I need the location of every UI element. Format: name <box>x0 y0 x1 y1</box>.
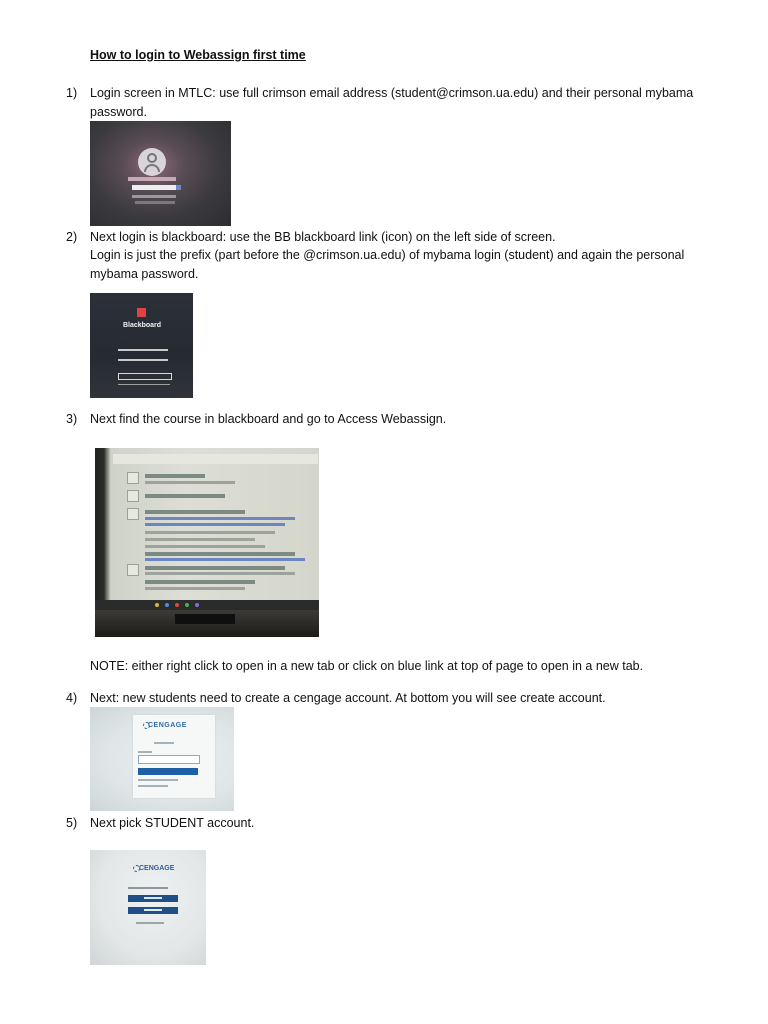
step-2-number: 2) <box>66 230 78 244</box>
step-1-text: Login screen in MTLC: use full crimson email address (student@crimson.ua.edu) and their personal mybama password. <box>90 86 694 119</box>
cengage-logo-text-2: CENGAGE <box>139 865 175 872</box>
step-1-number: 1) <box>66 86 78 100</box>
blackboard-logo-icon <box>137 308 146 317</box>
blackboard-login-photo <box>90 293 193 398</box>
document-title: How to login to Webassign first time <box>90 48 306 62</box>
user-avatar-icon <box>138 148 166 176</box>
cengage-signin-photo <box>90 707 234 811</box>
step-2-text: Next login is blackboard: use the BB blackboard link (icon) on the left side of screen. <box>90 230 556 244</box>
blackboard-logo-text: Blackboard <box>122 322 162 329</box>
step-5-text: Next pick STUDENT account. <box>90 816 255 830</box>
step-3-text: Next find the course in blackboard and go to Access Webassign. <box>90 412 447 426</box>
step-4-number: 4) <box>66 691 78 705</box>
step-2-text-continued: Login is just the prefix (part before the @crimson.ua.edu) of mybama login (student) and again the personal mybama password. <box>90 248 685 281</box>
windows-login-photo <box>90 121 231 226</box>
step-5-number: 5) <box>66 816 78 830</box>
course-page-photo <box>95 448 319 637</box>
step-3-number: 3) <box>66 412 78 426</box>
cengage-account-type-photo <box>90 850 206 965</box>
note-text: NOTE: either right click to open in a new tab or click on blue link at top of page to open in a new tab. <box>90 659 644 673</box>
step-4-text: Next: new students need to create a cengage account. At bottom you will see create account. <box>90 691 606 705</box>
cengage-logo-text: CENGAGE <box>148 722 187 729</box>
